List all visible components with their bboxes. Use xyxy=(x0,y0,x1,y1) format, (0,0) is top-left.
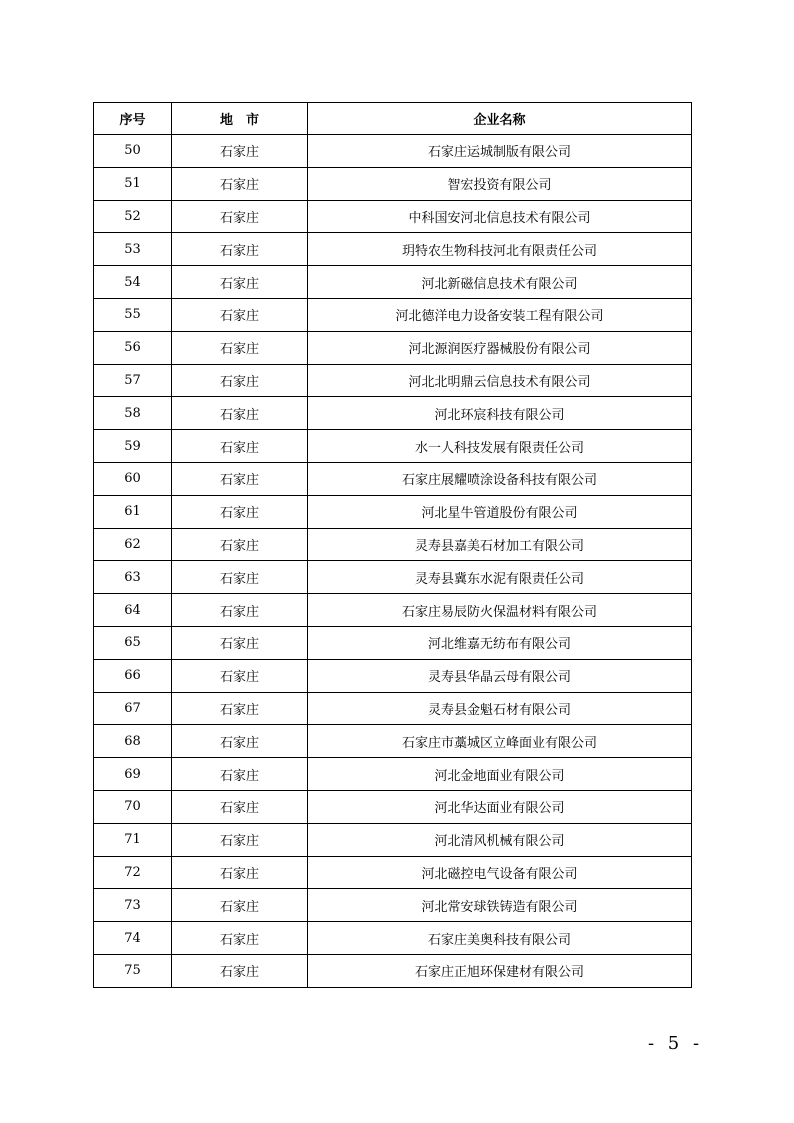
cell-serial-number: 50 xyxy=(94,135,172,168)
cell-serial-number: 57 xyxy=(94,364,172,397)
cell-company-name: 石家庄市藁城区立峰面业有限公司 xyxy=(308,725,692,758)
cell-serial-number: 70 xyxy=(94,790,172,823)
cell-serial-number: 65 xyxy=(94,626,172,659)
table-header xyxy=(94,103,692,135)
cell-city: 石家庄 xyxy=(172,495,308,528)
table-body xyxy=(94,135,692,988)
cell-city: 石家庄 xyxy=(172,331,308,364)
table-row xyxy=(94,889,692,922)
cell-serial-number: 58 xyxy=(94,397,172,430)
cell-serial-number: 54 xyxy=(94,266,172,299)
page-number: - 5 - xyxy=(648,1033,704,1054)
cell-city: 石家庄 xyxy=(172,758,308,791)
cell-city: 石家庄 xyxy=(172,561,308,594)
table-row xyxy=(94,331,692,364)
table-row xyxy=(94,528,692,561)
cell-city: 石家庄 xyxy=(172,233,308,266)
cell-company-name: 玥特农生物科技河北有限责任公司 xyxy=(308,233,692,266)
header-row xyxy=(94,103,692,135)
cell-company-name: 河北金地面业有限公司 xyxy=(308,758,692,791)
cell-company-name: 河北华达面业有限公司 xyxy=(308,790,692,823)
cell-company-name: 灵寿县金魁石材有限公司 xyxy=(308,692,692,725)
table-row xyxy=(94,298,692,331)
cell-city: 石家庄 xyxy=(172,659,308,692)
cell-company-name: 石家庄美奥科技有限公司 xyxy=(308,922,692,955)
table-row xyxy=(94,495,692,528)
cell-serial-number: 74 xyxy=(94,922,172,955)
cell-serial-number: 62 xyxy=(94,528,172,561)
cell-city: 石家庄 xyxy=(172,856,308,889)
company-list-table xyxy=(93,102,692,988)
cell-city: 石家庄 xyxy=(172,167,308,200)
cell-serial-number: 67 xyxy=(94,692,172,725)
cell-serial-number: 69 xyxy=(94,758,172,791)
cell-company-name: 中科国安河北信息技术有限公司 xyxy=(308,200,692,233)
cell-city: 石家庄 xyxy=(172,594,308,627)
table-row xyxy=(94,135,692,168)
cell-city: 石家庄 xyxy=(172,889,308,922)
header-city: 地 市 xyxy=(172,103,308,135)
cell-company-name: 河北磁控电气设备有限公司 xyxy=(308,856,692,889)
table-row xyxy=(94,626,692,659)
cell-company-name: 河北源润医疗器械股份有限公司 xyxy=(308,331,692,364)
cell-serial-number: 72 xyxy=(94,856,172,889)
table-row xyxy=(94,462,692,495)
cell-company-name: 石家庄正旭环保建材有限公司 xyxy=(308,954,692,987)
cell-serial-number: 61 xyxy=(94,495,172,528)
table-row xyxy=(94,430,692,463)
cell-company-name: 智宏投资有限公司 xyxy=(308,167,692,200)
cell-city: 石家庄 xyxy=(172,462,308,495)
cell-company-name: 河北维嘉无纺布有限公司 xyxy=(308,626,692,659)
cell-serial-number: 60 xyxy=(94,462,172,495)
cell-company-name: 石家庄运城制版有限公司 xyxy=(308,135,692,168)
table-row xyxy=(94,594,692,627)
cell-serial-number: 55 xyxy=(94,298,172,331)
cell-company-name: 河北清风机械有限公司 xyxy=(308,823,692,856)
cell-serial-number: 53 xyxy=(94,233,172,266)
cell-city: 石家庄 xyxy=(172,823,308,856)
cell-company-name: 河北星牛管道股份有限公司 xyxy=(308,495,692,528)
cell-company-name: 河北新磁信息技术有限公司 xyxy=(308,266,692,299)
table-row xyxy=(94,364,692,397)
header-company-name: 企业名称 xyxy=(308,103,692,135)
cell-serial-number: 52 xyxy=(94,200,172,233)
cell-company-name: 石家庄易辰防火保温材料有限公司 xyxy=(308,594,692,627)
cell-city: 石家庄 xyxy=(172,725,308,758)
table-row xyxy=(94,922,692,955)
cell-serial-number: 75 xyxy=(94,954,172,987)
table-row xyxy=(94,200,692,233)
cell-city: 石家庄 xyxy=(172,790,308,823)
cell-serial-number: 68 xyxy=(94,725,172,758)
table-row xyxy=(94,233,692,266)
table-row xyxy=(94,397,692,430)
cell-city: 石家庄 xyxy=(172,364,308,397)
cell-company-name: 河北常安球铁铸造有限公司 xyxy=(308,889,692,922)
table-row xyxy=(94,692,692,725)
cell-company-name: 河北北明鼎云信息技术有限公司 xyxy=(308,364,692,397)
table-row xyxy=(94,856,692,889)
cell-city: 石家庄 xyxy=(172,954,308,987)
header-serial-number: 序号 xyxy=(94,103,172,135)
table-row xyxy=(94,167,692,200)
table-row xyxy=(94,954,692,987)
cell-city: 石家庄 xyxy=(172,298,308,331)
table-row xyxy=(94,659,692,692)
cell-company-name: 河北环宸科技有限公司 xyxy=(308,397,692,430)
cell-company-name: 水一人科技发展有限责任公司 xyxy=(308,430,692,463)
cell-serial-number: 56 xyxy=(94,331,172,364)
cell-city: 石家庄 xyxy=(172,200,308,233)
table-row xyxy=(94,725,692,758)
cell-serial-number: 64 xyxy=(94,594,172,627)
cell-serial-number: 51 xyxy=(94,167,172,200)
cell-company-name: 石家庄展耀喷涂设备科技有限公司 xyxy=(308,462,692,495)
cell-company-name: 河北德洋电力设备安装工程有限公司 xyxy=(308,298,692,331)
table-row xyxy=(94,561,692,594)
cell-city: 石家庄 xyxy=(172,430,308,463)
cell-city: 石家庄 xyxy=(172,528,308,561)
table-row xyxy=(94,266,692,299)
table-row xyxy=(94,758,692,791)
cell-company-name: 灵寿县嘉美石材加工有限公司 xyxy=(308,528,692,561)
cell-city: 石家庄 xyxy=(172,692,308,725)
cell-serial-number: 71 xyxy=(94,823,172,856)
cell-company-name: 灵寿县华晶云母有限公司 xyxy=(308,659,692,692)
cell-city: 石家庄 xyxy=(172,266,308,299)
cell-serial-number: 63 xyxy=(94,561,172,594)
cell-city: 石家庄 xyxy=(172,397,308,430)
cell-city: 石家庄 xyxy=(172,626,308,659)
cell-city: 石家庄 xyxy=(172,135,308,168)
cell-city: 石家庄 xyxy=(172,922,308,955)
table-row xyxy=(94,790,692,823)
table-row xyxy=(94,823,692,856)
cell-company-name: 灵寿县冀东水泥有限责任公司 xyxy=(308,561,692,594)
cell-serial-number: 59 xyxy=(94,430,172,463)
cell-serial-number: 73 xyxy=(94,889,172,922)
cell-serial-number: 66 xyxy=(94,659,172,692)
